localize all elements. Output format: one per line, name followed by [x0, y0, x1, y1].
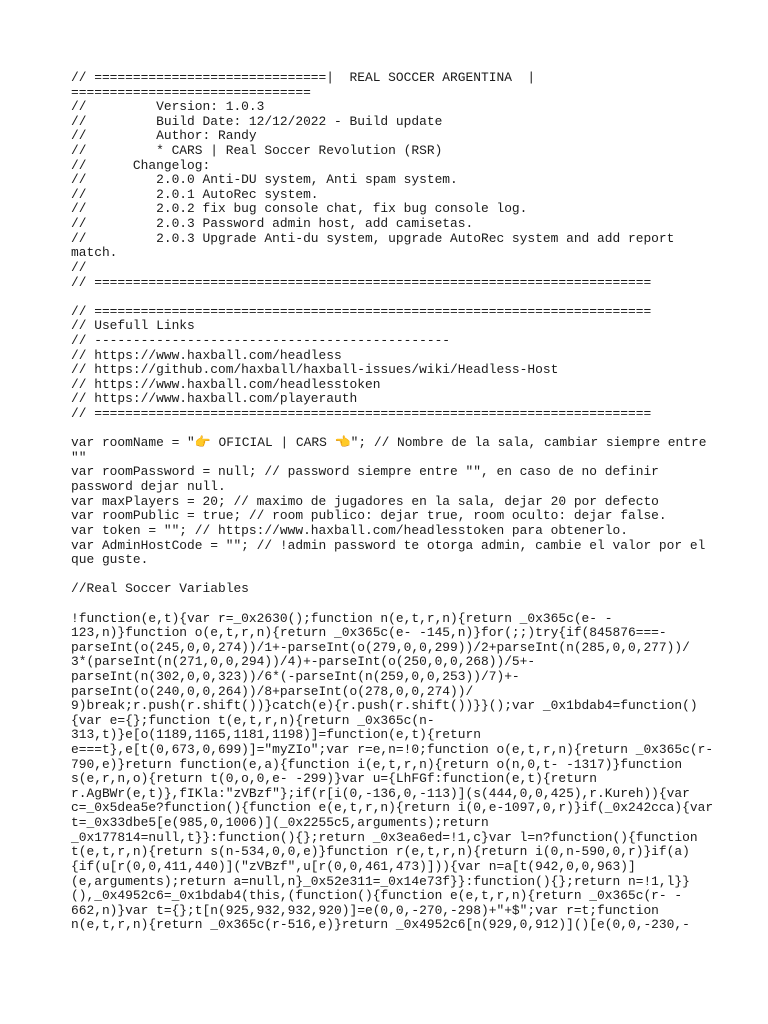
code-line: (),_0x4952c6=_0x1bdab4(this,(function(){function e(e,t,r,n){return _0x365c(r- -	[71, 888, 683, 904]
config-line: ""	[71, 449, 87, 465]
links-line: // https://github.com/haxball/haxball-issues/wiki/Headless-Host	[71, 362, 559, 378]
header-line: // Author: Randy	[71, 128, 257, 144]
links-comment-block	[71, 305, 697, 422]
header-comment-block	[71, 71, 697, 290]
config-line: var roomPublic = true; // room publico: dejar true, room oculto: dejar false.	[71, 508, 667, 524]
code-line: parseInt(n(302,0,0,323))/6*(-parseInt(n(259,0,0,253))/7)+-	[71, 668, 520, 684]
code-line: n(e,t,r,n){return _0x365c(r-516,e)}return _0x4952c6[n(929,0,912)]()[e(0,0,-230,-	[71, 917, 690, 933]
header-line: // 2.0.3 Upgrade Anti-du system, upgrade AutoRec system and add report	[71, 230, 675, 246]
config-line: password dejar null.	[71, 479, 226, 495]
header-line: // Version: 1.0.3	[71, 99, 265, 115]
config-line: var maxPlayers = 20; // maximo de jugadores en la sala, dejar 20 por defecto	[71, 493, 659, 509]
blank-line	[71, 597, 697, 612]
code-line: 313,t)}e[o(1189,1165,1181,1198)]=function(e,t){return	[71, 727, 481, 743]
code-line: 3*(parseInt(n(271,0,0,294))/4)+-parseInt(o(250,0,0,268))/5+-	[71, 654, 536, 670]
links-line: // ========================================================================	[71, 406, 652, 422]
code-line: t=_0x33dbe5[e(985,0,1006)](_0x2255c5,arguments);return	[71, 815, 489, 831]
variables-heading-block	[71, 582, 697, 597]
header-line: // Build Date: 12/12/2022 - Build update	[71, 113, 443, 129]
header-line: ===============================	[71, 84, 311, 100]
header-line: // 2.0.2 fix bug console chat, fix bug console log.	[71, 201, 528, 217]
code-line: 123,n)}function o(e,t,r,n){return _0x365c(e- -145,n)}for(;;)try{if(845876===-	[71, 625, 667, 641]
header-line: // 2.0.3 Password admin host, add camisetas.	[71, 216, 474, 232]
header-line: // 2.0.1 AutoRec system.	[71, 186, 319, 202]
config-block	[71, 435, 707, 568]
links-line: // https://www.haxball.com/headlesstoken	[71, 376, 381, 392]
code-line: t(e,t,r,n){return s(n-534,0,0,e)}function r(e,t,r,n){return i(0,n-590,0,r)}if(a)	[71, 844, 690, 860]
header-line: // * CARS | Real Soccer Revolution (RSR)	[71, 143, 443, 159]
code-line: s(e,r,n,o){return t(0,o,0,e- -299)}var u={LhFGf:function(e,t){return	[71, 771, 598, 787]
minified-code-block	[71, 610, 714, 933]
config-line: var roomPassword = null; // password siempre entre "", en caso de no definir	[71, 464, 659, 480]
code-line: 662,n)}var t={};t[n(925,932,932,920)]=e(0,0,-270,-298)+"+$";var r=t;function	[71, 902, 659, 918]
header-line: match.	[71, 245, 118, 261]
code-line: {if(u[r(0,0,411,440)]("zVBzf",u[r(0,0,461,473)])){var n=a[t(942,0,0,963)]	[71, 858, 636, 874]
links-line: // ========================================================================	[71, 303, 652, 319]
code-line: 790,e)}return function(e,a){function i(e,t,r,n){return o(n,0,t- -1317)}function	[71, 756, 683, 772]
links-line: // https://www.haxball.com/headless	[71, 347, 342, 363]
variables-heading: //Real Soccer Variables	[71, 581, 249, 597]
header-line: // Changelog:	[71, 157, 211, 173]
code-line: c=_0x5dea5e?function(){function e(e,t,r,n){return i(0,e-1097,0,r)}if(_0x242cca){var	[71, 800, 714, 816]
code-line: e===t},e[t(0,673,0,699)]="myZIo";var r=e,n=!0;function o(e,t,r,n){return _0x365c(r-	[71, 742, 714, 758]
config-line: var roomName = "👉 OFICIAL | CARS 👈"; // Nombre de la sala, cambiar siempre entre	[71, 435, 707, 451]
code-line: 9)break;r.push(r.shift())}catch(e){r.push(r.shift())}}();var _0x1bdab4=function()	[71, 698, 698, 714]
blank-line	[71, 568, 697, 583]
blank-line	[71, 290, 697, 305]
config-line: var AdminHostCode = ""; // !admin password te otorga admin, cambie el valor por el	[71, 537, 706, 553]
links-line: // ----------------------------------------------	[71, 332, 451, 348]
code-line: {var e={};function t(e,t,r,n){return _0x365c(n-	[71, 712, 435, 728]
code-line: !function(e,t){var r=_0x2630();function n(e,t,r,n){return _0x365c(e- -	[71, 610, 613, 626]
header-line: // ==============================| REAL SOCCER ARGENTINA |	[71, 70, 536, 85]
code-line: (e,arguments);return a=null,n}_0x52e311=_0x14e73f}}:function(){};return n=!1,l}}	[71, 873, 690, 889]
header-line: // 2.0.0 Anti-DU system, Anti spam system.	[71, 172, 458, 188]
code-line: parseInt(o(245,0,0,274))/1+-parseInt(o(279,0,0,299))/2+parseInt(n(285,0,0,277))/	[71, 639, 690, 655]
header-line: // ========================================================================	[71, 274, 652, 290]
code-line: r.AgBWr(e,t)},fIKla:"zVBzf"};if(r[i(0,-136,0,-113)](s(444,0,0,425),r.Kureh)){var	[71, 785, 690, 801]
links-line: // https://www.haxball.com/playerauth	[71, 391, 358, 407]
config-line: var token = ""; // https://www.haxball.com/headlesstoken para obtenerlo.	[71, 522, 628, 538]
code-line: _0x177814=null,t}}:function(){};return _0x3ea6ed=!1,c}var l=n?function(){function	[71, 829, 698, 845]
script-document	[71, 70, 714, 933]
links-line: // Usefull Links	[71, 318, 195, 334]
code-line: parseInt(o(240,0,0,264))/8+parseInt(o(278,0,0,274))/	[71, 683, 474, 699]
header-line: //	[71, 259, 87, 275]
config-line: que guste.	[71, 552, 149, 568]
